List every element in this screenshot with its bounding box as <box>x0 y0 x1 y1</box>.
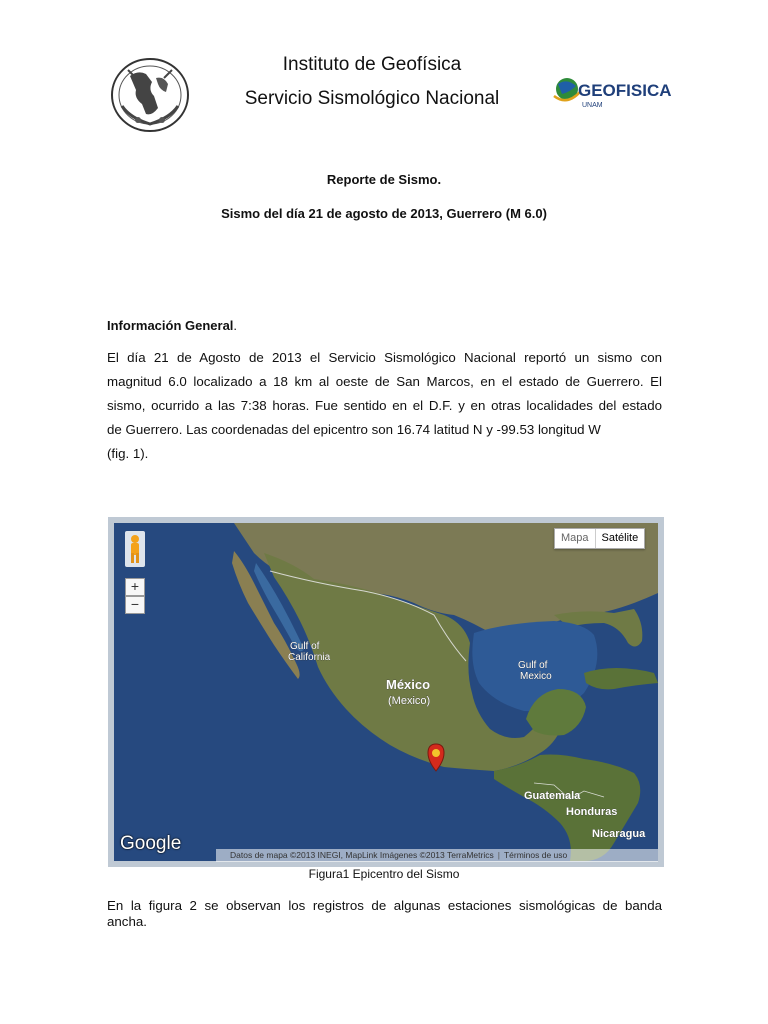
report-title: Reporte de Sismo. <box>326 172 442 187</box>
satellite-map-view[interactable] <box>114 523 658 861</box>
paragraph-line: (fig. 1). <box>107 446 149 461</box>
figure2-paragraph <box>107 898 662 930</box>
map-attribution: Datos de mapa ©2013 INEGI, MapLink Imágenes ©2013 TerraMetrics | Términos de uso <box>216 849 658 862</box>
paragraph-line: El día 21 de Agosto de 2013 el Servicio Sismológico Nacional reportó un sismo con <box>107 350 662 365</box>
paragraph-line: de Guerrero. Las coordenadas del epicentro son 16.74 latitud N y -99.53 longitud W <box>107 422 601 437</box>
map-label-guatemala: Guatemala <box>524 790 581 802</box>
map-label-nicaragua: Nicaragua <box>592 828 646 840</box>
paragraph-line: sismo, ocurrido a las 7:38 horas. Fue sentido en el D.F. y en otras localidades del estado <box>107 398 662 413</box>
section-heading-period: . <box>233 318 238 333</box>
report-subtitle: Sismo del día 21 de agosto de 2013, Guerrero (M 6.0) <box>221 206 547 221</box>
figure-caption: Figura1 Epicentro del Sismo <box>308 867 460 881</box>
zoom-out-button[interactable]: − <box>125 596 145 614</box>
institute-title: Instituto de Geofísica <box>282 54 462 75</box>
map-type-control <box>554 528 645 549</box>
paragraph-line: magnitud 6.0 localizado a 18 km al oeste de San Marcos, en el estado de Guerrero. El <box>107 374 662 389</box>
geofisica-logo-text: GEOFISICA <box>578 81 672 100</box>
attribution-text: Datos de mapa ©2013 INEGI, MapLink Imágenes ©2013 TerraMetrics <box>230 850 494 860</box>
google-logo[interactable]: Google <box>120 833 182 854</box>
pegman-icon[interactable] <box>125 531 145 567</box>
map-type-satellite-button[interactable]: Satélite <box>601 532 639 544</box>
map-label-gulf-mexico: Mexico <box>520 671 552 682</box>
section-heading <box>107 318 237 333</box>
section-heading-text: Información General <box>107 318 234 333</box>
paragraph-line: En la figura 2 se observan los registros de algunas estaciones sismológicas de banda <box>107 898 662 913</box>
geofisica-logo-sub: UNAM <box>582 102 603 109</box>
map-label-gulf-california: California <box>288 652 331 663</box>
map-label-mexico: México <box>386 677 431 692</box>
map-label-honduras: Honduras <box>566 806 618 818</box>
geofisica-logo <box>552 72 674 112</box>
terms-link[interactable]: Términos de uso <box>503 850 568 860</box>
paragraph-line: ancha. <box>107 914 147 929</box>
epicenter-map[interactable] <box>108 517 664 867</box>
service-title: Servicio Sismológico Nacional <box>244 88 500 109</box>
general-info-paragraph <box>107 346 662 466</box>
map-label-gulf-mexico: Gulf of <box>518 660 548 671</box>
map-label-gulf-california: Gulf of <box>290 641 320 652</box>
zoom-in-button[interactable]: + <box>125 578 145 596</box>
map-type-map-button[interactable]: Mapa <box>555 529 596 548</box>
unam-seal-logo <box>108 56 192 134</box>
map-label-mexico-sub: (Mexico) <box>388 695 431 707</box>
